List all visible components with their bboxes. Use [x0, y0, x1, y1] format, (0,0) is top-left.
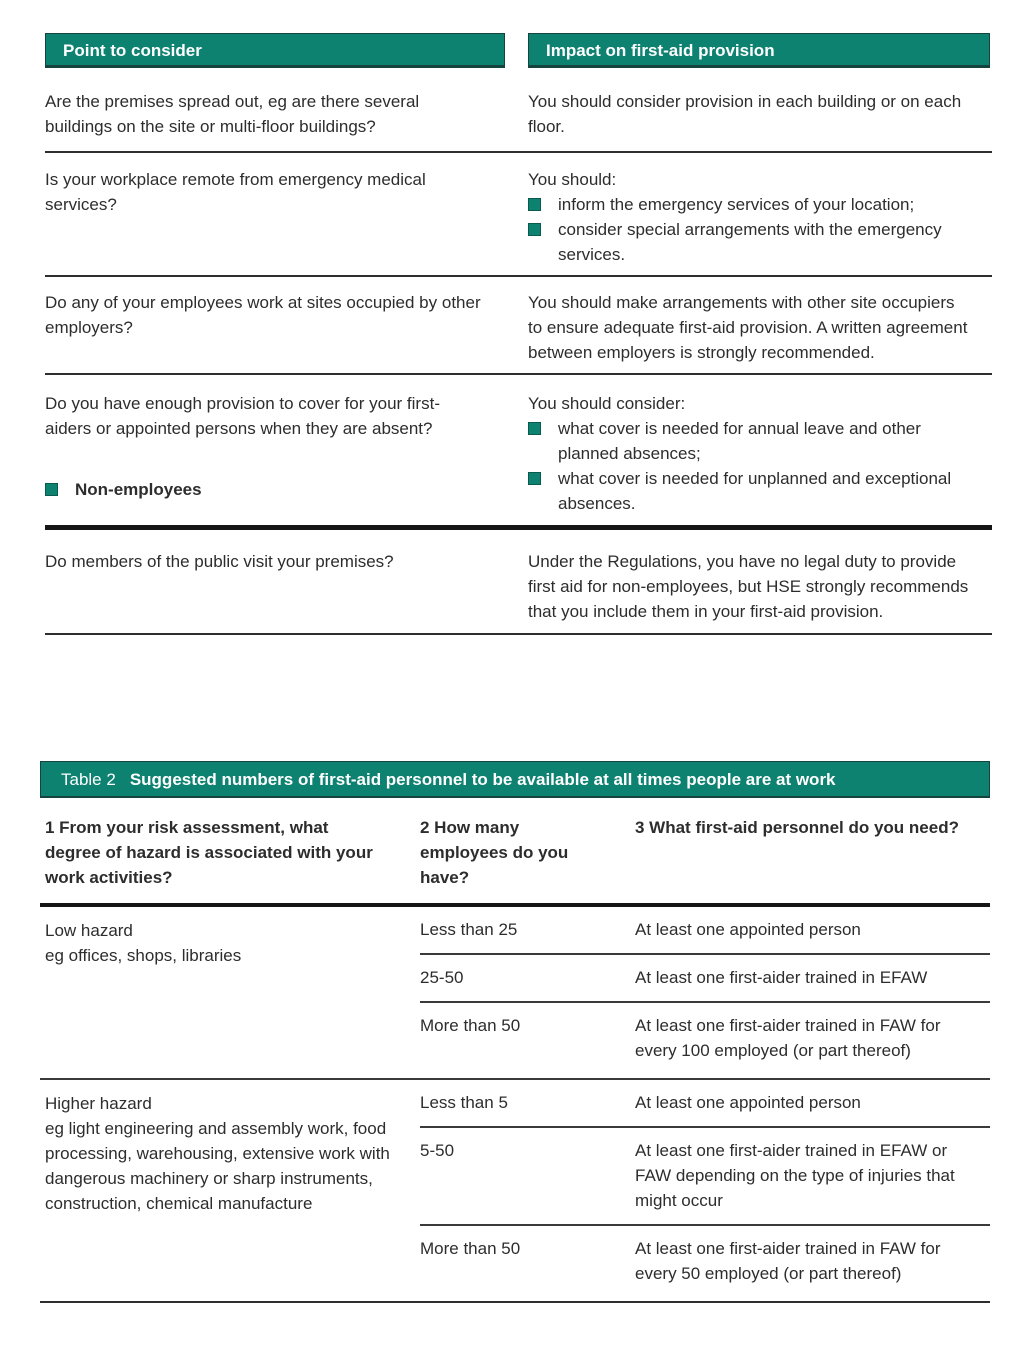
hazard-name: Higher hazard	[45, 1094, 152, 1113]
subheading-label: Non-employees	[75, 480, 202, 499]
employees-cell: 25-50	[420, 968, 464, 987]
bullet-text: inform the emergency services of your location;	[558, 195, 915, 214]
table2-column-header-personnel: 3 What first-aid personnel do you need?	[635, 818, 959, 837]
hazard-subrows	[420, 907, 990, 1078]
employees-cell: More than 50	[420, 1239, 521, 1258]
employees-cell: 5-50	[420, 1141, 455, 1160]
table-row	[420, 907, 990, 953]
question-text: Do you have enough provision to cover for your first-aiders or appointed persons when they are absent?	[45, 394, 440, 438]
question-text: Are the premises spread out, eg are there several buildings on the site or multi-floor buildings?	[45, 92, 420, 136]
table-row	[420, 1126, 990, 1224]
table-row	[420, 1001, 990, 1078]
personnel-cell: At least one first-aider trained in FAW for every 100 employed (or part thereof)	[635, 1016, 941, 1060]
table-row	[420, 953, 990, 1001]
header-point-to-consider: Point to consider	[45, 33, 505, 68]
impact-text: Under the Regulations, you have no legal duty to provide first aid for non-employees, but HSE strongly recommends that you include them in your first-aid provision.	[528, 552, 969, 621]
question-text: Do any of your employees work at sites occupied by other employers?	[45, 293, 481, 337]
table2-title: Suggested numbers of first-aid personnel to be available at all times people are at work	[129, 770, 836, 789]
table-row	[420, 1224, 990, 1301]
impact-cell	[528, 167, 990, 267]
impact-cell	[528, 391, 990, 516]
table2-column-header-employees: 2 How many employees do you have?	[420, 818, 569, 887]
hazard-examples: eg offices, shops, libraries	[45, 946, 242, 965]
table2-label: Table 2	[61, 770, 116, 789]
question-cell	[45, 391, 505, 516]
employees-cell: More than 50	[420, 1016, 521, 1035]
impact-intro: You should:	[528, 170, 617, 189]
table-row	[420, 1080, 990, 1126]
consideration-row	[45, 153, 992, 277]
bullet-text: consider special arrangements with the emergency services.	[558, 220, 942, 264]
square-bullet-icon	[528, 223, 541, 236]
hazard-group-low	[40, 907, 990, 1080]
personnel-cell: At least one first-aider trained in EFAW	[635, 968, 928, 987]
bullet-item	[528, 217, 973, 267]
consideration-row	[45, 277, 992, 375]
impact-intro: You should consider:	[528, 394, 686, 413]
table2-column-header-hazard: 1 From your risk assessment, what degree of hazard is associated with your work activities?	[45, 818, 373, 887]
consideration-row	[45, 375, 992, 530]
personnel-cell: At least one appointed person	[635, 1093, 861, 1112]
bullet-text: what cover is needed for annual leave and other planned absences;	[558, 419, 921, 463]
impact-text: You should make arrangements with other site occupiers to ensure adequate first-aid provision. A written agreement between employers is strongly recommended.	[528, 293, 968, 362]
hazard-cell	[45, 1080, 420, 1301]
hazard-group-higher	[40, 1080, 990, 1303]
considerations-table	[45, 33, 992, 635]
square-bullet-icon	[45, 483, 58, 496]
considerations-header-row	[45, 33, 992, 68]
table2-column-headers	[40, 798, 990, 907]
bullet-item	[528, 466, 973, 516]
bullet-item	[528, 416, 973, 466]
subheading-non-employees	[45, 477, 505, 502]
table2-header-bar	[40, 761, 990, 798]
personnel-cell: At least one first-aider trained in FAW for every 50 employed (or part thereof)	[635, 1239, 941, 1283]
consideration-row	[45, 68, 992, 153]
employees-cell: Less than 25	[420, 920, 518, 939]
question-text: Is your workplace remote from emergency medical services?	[45, 170, 426, 214]
impact-text: You should consider provision in each building or on each floor.	[528, 92, 962, 136]
hazard-subrows	[420, 1080, 990, 1301]
consideration-row	[45, 530, 992, 635]
personnel-cell: At least one first-aider trained in EFAW or FAW depending on the type of injuries that might occur	[635, 1141, 955, 1210]
square-bullet-icon	[528, 422, 541, 435]
hazard-examples: eg light engineering and assembly work, food processing, warehousing, extensive work with dangerous machinery or sharp instruments, construction, chemical manufacture	[45, 1119, 390, 1213]
question-text: Do members of the public visit your premises?	[45, 552, 394, 571]
hazard-cell	[45, 907, 420, 1078]
bullet-text: what cover is needed for unplanned and exceptional absences.	[558, 469, 952, 513]
personnel-cell: At least one appointed person	[635, 920, 861, 939]
employees-cell: Less than 5	[420, 1093, 508, 1112]
square-bullet-icon	[528, 198, 541, 211]
bullet-item	[528, 192, 973, 217]
square-bullet-icon	[528, 472, 541, 485]
header-impact-on-first-aid: Impact on first-aid provision	[528, 33, 990, 68]
hazard-name: Low hazard	[45, 921, 133, 940]
table2-section	[40, 761, 990, 1303]
